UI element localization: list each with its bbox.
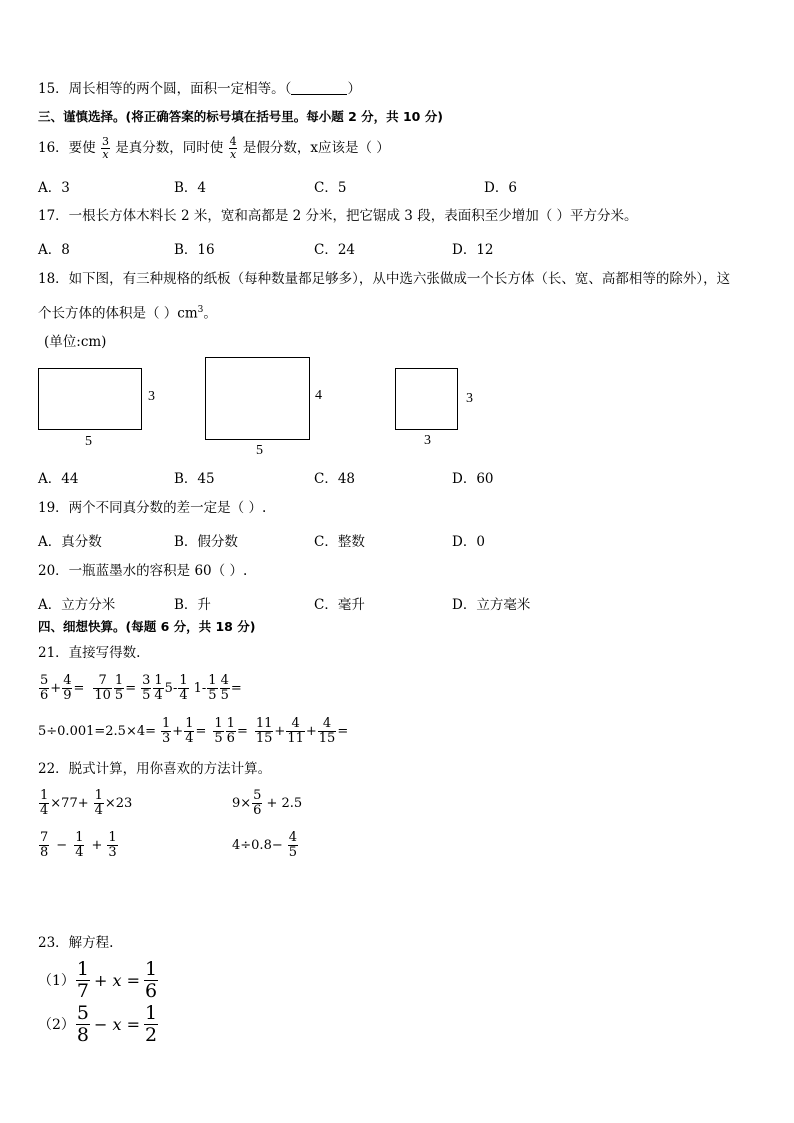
fraction <box>39 831 49 860</box>
fraction <box>226 717 236 746</box>
numerator: 7 <box>98 672 107 688</box>
fraction <box>207 674 217 703</box>
denominator: 6 <box>145 979 158 1002</box>
option-d: D．60 <box>452 471 494 487</box>
numerator: 1 <box>214 715 223 731</box>
option-c: C．48 <box>314 471 356 487</box>
denominator: 4 <box>75 844 84 860</box>
option-b: B．升 <box>174 597 211 613</box>
equation-middle: + x = <box>94 970 141 990</box>
numerator: 1 <box>179 672 188 688</box>
q18-line2-text: 个长方体的体积是（ ）cm <box>38 305 198 322</box>
option-b: B．4 <box>174 180 207 196</box>
rect-2-width-label: 5 <box>256 443 263 458</box>
denominator: 4 <box>154 687 163 703</box>
superscript: 3 <box>197 305 204 315</box>
denominator: 8 <box>76 1023 90 1046</box>
numerator: 4 <box>229 135 237 148</box>
option-d: D．0 <box>452 534 485 550</box>
equals: = <box>125 680 137 696</box>
denominator: 3 <box>108 844 117 860</box>
operator: + <box>50 680 62 696</box>
question-19: 19．两个不同真分数的差一定是（ ）. <box>38 500 267 516</box>
numerator: 4 <box>291 715 300 731</box>
operator: + <box>274 723 286 739</box>
question-16-options <box>38 176 758 194</box>
equation-label: （2） <box>38 1017 75 1033</box>
denominator: 15 <box>255 730 273 746</box>
fraction-3-over-x <box>101 136 110 161</box>
denominator: 4 <box>40 802 49 818</box>
denominator: 5 <box>114 687 124 703</box>
fraction <box>252 789 262 818</box>
term: ×23 <box>104 795 133 811</box>
denominator: 4 <box>94 802 103 818</box>
cardboard-square-3 <box>395 368 458 430</box>
equals: = <box>230 680 242 696</box>
denominator: 15 <box>318 730 336 746</box>
denominator: 2 <box>145 1023 158 1046</box>
question-19-options <box>38 530 758 548</box>
option-b: B．45 <box>174 471 215 487</box>
term: + 2.5 <box>266 795 303 811</box>
fraction <box>161 717 171 746</box>
fraction <box>94 789 104 818</box>
denominator: x <box>102 148 109 161</box>
numerator: 4 <box>322 715 332 731</box>
fraction <box>153 674 163 703</box>
denominator: 8 <box>40 844 49 860</box>
q22-expression-1 <box>38 786 132 820</box>
period: 。 <box>203 305 217 322</box>
option-a: A．真分数 <box>38 534 102 550</box>
question-18-options <box>38 467 758 485</box>
q21-row-1 <box>38 671 242 705</box>
rect-3-height-label: 3 <box>466 391 473 406</box>
numerator: 1 <box>185 715 194 731</box>
section-3-title: 三、谨慎选择。(将正确答案的标号填在括号里。每小题 2 分，共 10 分) <box>38 109 443 124</box>
rect-1-width-label: 5 <box>85 434 92 449</box>
cardboard-rect-2 <box>205 357 310 440</box>
fraction <box>286 717 305 746</box>
numerator: 1 <box>75 829 84 845</box>
question-18-line1: 18．如下图，有三种规格的纸板（每种数量都足够多），从中选六张做成一个长方体（长、宽、高都相等的除外），这 <box>38 271 731 287</box>
question-18-line2 <box>38 301 217 323</box>
q16-pre: 16．要使 <box>38 140 96 156</box>
option-b: B．假分数 <box>174 534 238 550</box>
numerator: 7 <box>40 829 49 845</box>
option-a: A．8 <box>38 242 70 258</box>
denominator: 10 <box>94 687 111 703</box>
denominator: 7 <box>76 979 90 1002</box>
fraction <box>107 831 117 860</box>
fraction <box>74 831 84 860</box>
denominator: 5 <box>288 844 298 860</box>
denominator: 3 <box>162 730 171 746</box>
numerator: 1 <box>94 787 103 803</box>
question-20-options <box>38 593 758 611</box>
numerator: 3 <box>142 672 151 688</box>
denominator: 4 <box>179 687 188 703</box>
operator: + <box>91 837 103 853</box>
q16-mid2: 是假分数，x应该是（ ） <box>242 140 390 156</box>
equation-middle: − x = <box>94 1014 141 1034</box>
numerator: 1 <box>154 672 163 688</box>
q22-expression-2 <box>232 786 302 820</box>
rect-1-height-label: 3 <box>148 389 155 404</box>
denominator: 5 <box>214 730 223 746</box>
numerator: 1 <box>145 957 158 980</box>
question-21-title: 21．直接写得数. <box>38 645 141 661</box>
denominator: x <box>229 148 237 161</box>
fraction <box>178 674 188 703</box>
term: ×77+ <box>50 795 89 811</box>
denominator: 6 <box>40 687 49 703</box>
numerator: 1 <box>114 672 124 688</box>
rect-2-height-label: 4 <box>315 388 322 403</box>
denominator: 5 <box>220 687 229 703</box>
equals: = <box>195 723 207 739</box>
q23-equation-1 <box>38 958 159 1002</box>
unit-label: (单位:cm) <box>44 334 107 350</box>
fraction <box>255 717 274 746</box>
question-15 <box>38 80 361 98</box>
denominator: 6 <box>253 802 262 818</box>
numerator: 5 <box>40 672 49 688</box>
fraction <box>93 674 112 703</box>
fraction <box>184 717 194 746</box>
fraction <box>39 789 49 818</box>
option-a: A．3 <box>38 180 70 196</box>
question-22-title: 22．脱式计算，用你喜欢的方法计算。 <box>38 761 272 777</box>
equation-label: （1） <box>38 973 75 989</box>
question-23-title: 23．解方程. <box>38 935 114 951</box>
denominator: 4 <box>185 730 194 746</box>
numerator: 1 <box>76 957 90 980</box>
fraction <box>76 959 90 1002</box>
prefix: 9× <box>232 795 252 811</box>
equals: = <box>73 680 85 696</box>
equals: = <box>337 723 349 739</box>
option-b: B．16 <box>174 242 215 258</box>
prefix-expression: 5÷0.001=2.5×4= <box>38 723 157 739</box>
numerator: 5 <box>253 787 262 803</box>
q23-equation-2 <box>38 1002 159 1046</box>
denominator: 5 <box>208 687 217 703</box>
section-4-title: 四、细想快算。(每题 6 分，共 18 分) <box>38 619 256 634</box>
fraction <box>144 1003 158 1046</box>
q21-row-2 <box>38 714 348 748</box>
option-c: C．毫升 <box>314 597 365 613</box>
numerator: 1 <box>162 715 171 731</box>
fraction <box>141 674 151 703</box>
question-17-options <box>38 238 758 256</box>
q22-expression-4 <box>232 827 299 863</box>
answer-blank <box>291 82 347 95</box>
q22-expression-3 <box>38 827 119 863</box>
question-20: 20．一瓶蓝墨水的容积是 60（ ）. <box>38 563 248 579</box>
option-c: C．整数 <box>314 534 365 550</box>
numerator: 3 <box>101 135 109 148</box>
fraction <box>144 959 158 1002</box>
q16-mid1: 是真分数，同时使 <box>115 140 224 156</box>
fraction <box>288 831 298 860</box>
rect-3-width-label: 3 <box>424 433 431 448</box>
fraction <box>39 674 49 703</box>
option-a: A．44 <box>38 471 79 487</box>
operator: + <box>305 723 317 739</box>
numerator: 1 <box>226 715 235 731</box>
numerator: 11 <box>255 715 273 731</box>
fraction-4-over-x <box>229 136 238 161</box>
option-a: A．立方分米 <box>38 597 116 613</box>
fraction <box>213 717 223 746</box>
question-17: 17．一根长方体木料长 2 米，宽和高都是 2 分米，把它锯成 3 段，表面积至少增加（ ）平方分米。 <box>38 208 638 224</box>
fraction <box>76 1003 90 1046</box>
numerator: 1 <box>108 829 117 845</box>
numerator: 5 <box>76 1001 90 1024</box>
option-d: D．12 <box>452 242 494 258</box>
operator: − <box>56 837 68 853</box>
option-d: D．6 <box>484 180 517 196</box>
denominator: 5 <box>142 687 151 703</box>
question-16 <box>38 132 390 164</box>
fraction <box>318 717 337 746</box>
numerator: 4 <box>288 829 298 845</box>
equals: = <box>236 723 248 739</box>
option-c: C．5 <box>314 180 347 196</box>
option-c: C．24 <box>314 242 356 258</box>
fraction <box>62 674 72 703</box>
numerator: 1 <box>208 672 217 688</box>
paren-close: ） <box>347 81 361 97</box>
prefix: 4÷0.8− <box>232 837 283 853</box>
prefix: 1- <box>193 680 207 696</box>
prefix: 5- <box>164 680 178 696</box>
numerator: 4 <box>220 672 229 688</box>
option-d: D．立方毫米 <box>452 597 531 613</box>
fraction <box>114 674 124 703</box>
question-15-text: 15．周长相等的两个圆，面积一定相等。（ <box>38 81 292 97</box>
numerator: 1 <box>145 1001 158 1024</box>
cardboard-rect-1 <box>38 368 142 430</box>
denominator: 11 <box>287 730 304 746</box>
denominator: 6 <box>226 730 235 746</box>
numerator: 4 <box>63 672 72 688</box>
operator: + <box>172 723 184 739</box>
numerator: 1 <box>40 787 49 803</box>
denominator: 9 <box>63 687 72 703</box>
fraction <box>220 674 230 703</box>
